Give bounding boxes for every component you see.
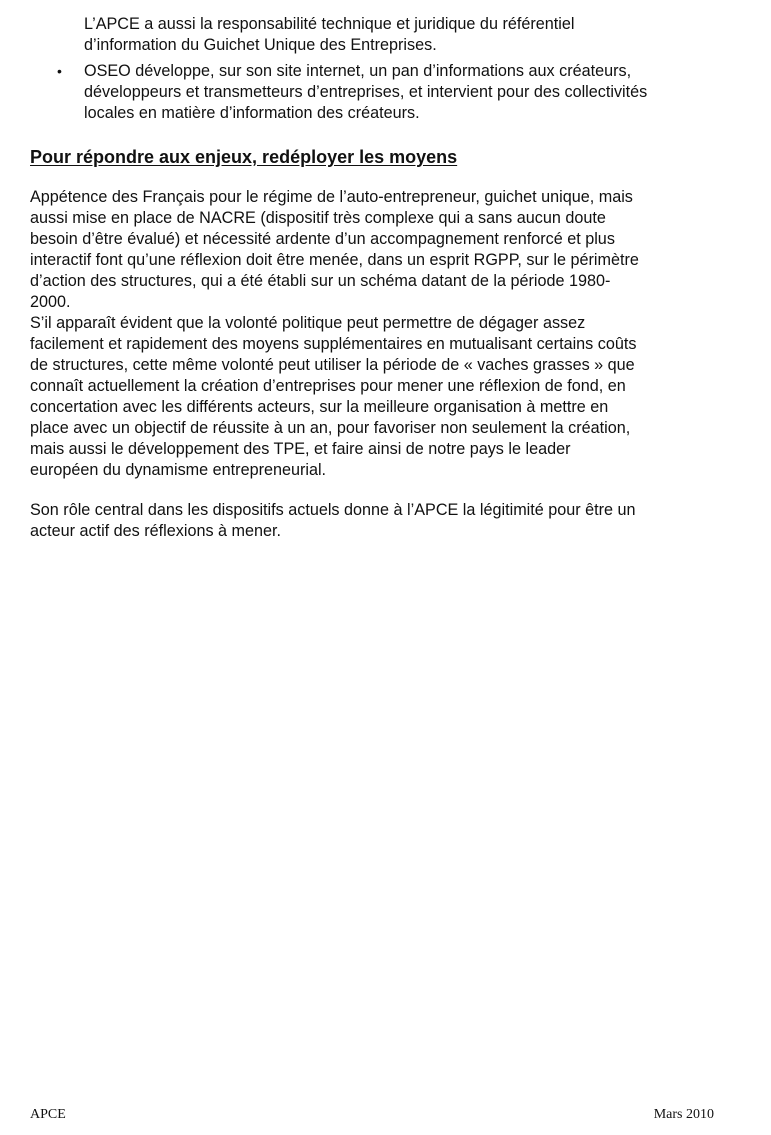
section-heading: Pour répondre aux enjeux, redéployer les moyens: [30, 147, 458, 167]
paragraph-3-line: acteur actif des réflexions à mener.: [30, 522, 282, 540]
paragraph-2-line: concertation avec les différents acteurs, sur la meilleure organisation à mettre en: [30, 398, 609, 416]
paragraph-2-line: facilement et rapidement des moyens supplémentaires en mutualisant certains coûts: [30, 335, 637, 353]
paragraph-1-line: aussi mise en place de NACRE (dispositif très complexe qui a sans aucun doute: [30, 209, 606, 227]
footer-org: APCE: [30, 1107, 66, 1122]
intro-line-2: d’information du Guichet Unique des Entreprises.: [84, 36, 437, 54]
bullet-line-1: OSEO développe, sur son site internet, un pan d’informations aux créateurs,: [84, 62, 632, 80]
bullet-line-3: locales en matière d’information des créateurs.: [84, 104, 420, 122]
paragraph-1-line: 2000.: [30, 293, 71, 311]
paragraph-1-line: d’action des structures, qui a été établi sur un schéma datant de la période 1980-: [30, 272, 611, 290]
bullet-line-2: développeurs et transmetteurs d’entreprises, et intervient pour des collectivités: [84, 83, 648, 101]
paragraph-2-line: S’il apparaît évident que la volonté politique peut permettre de dégager assez: [30, 314, 586, 332]
bullet-marker: •: [57, 63, 62, 79]
paragraph-1-line: besoin d’être évalué) et nécessité ardente d’un accompagnement renforcé et plus: [30, 230, 615, 248]
paragraph-2-line: place avec un objectif de réussite à un an, pour favoriser non seulement la création,: [30, 419, 631, 437]
paragraph-2-line: européen du dynamisme entrepreneurial.: [30, 461, 327, 479]
footer-date: Mars 2010: [653, 1107, 714, 1122]
intro-line-1: L’APCE a aussi la responsabilité technique et juridique du référentiel: [84, 15, 575, 33]
paragraph-3-line: Son rôle central dans les dispositifs actuels donne à l’APCE la légitimité pour être un: [30, 501, 636, 519]
paragraph-2-line: de structures, cette même volonté peut utiliser la période de « vaches grasses » que: [30, 356, 635, 374]
paragraph-1-line: Appétence des Français pour le régime de l’auto-entrepreneur, guichet unique, mais: [30, 188, 633, 206]
paragraph-2-line: mais aussi le développement des TPE, et faire ainsi de notre pays le leader: [30, 440, 571, 458]
paragraph-2-line: connaît actuellement la création d’entreprises pour mener une réflexion de fond, en: [30, 377, 626, 395]
paragraph-1-line: interactif font qu’une réflexion doit être menée, dans un esprit RGPP, sur le périmètre: [30, 251, 639, 269]
